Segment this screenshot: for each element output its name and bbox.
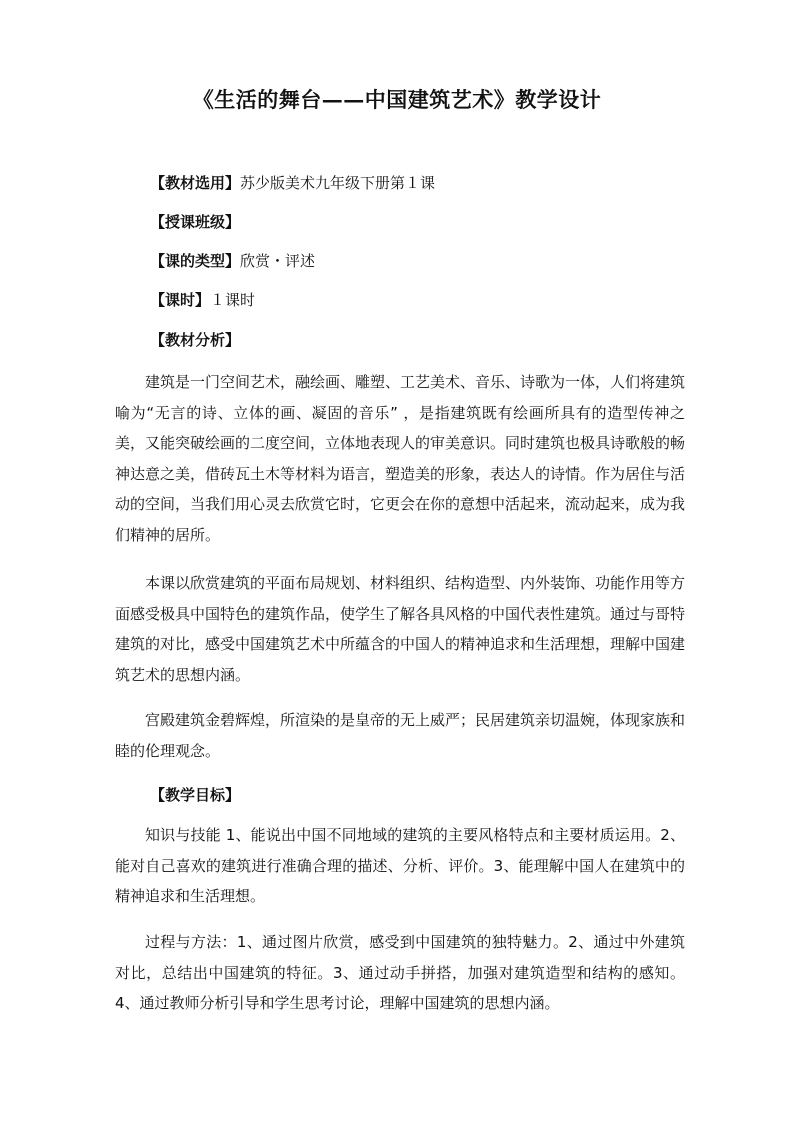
meta-lesson-type-value: 欣赏・评述	[240, 252, 316, 270]
section-heading-goals: 【教学目标】	[150, 786, 241, 804]
meta-textbook-label: 【教材选用】	[150, 174, 241, 192]
section-heading-analysis: 【教材分析】	[150, 331, 241, 349]
analysis-paragraph-3: 宫殿建筑金碧辉煌，所渲染的是皇帝的无上威严；民居建筑亲切温婉，体现家族和睦的伦理观念。	[115, 711, 686, 760]
meta-lesson-type-label: 【课的类型】	[150, 252, 241, 270]
meta-hours-label: 【课时】	[150, 291, 211, 309]
meta-lesson-type	[150, 251, 315, 271]
meta-class-label: 【授课班级】	[150, 213, 241, 231]
meta-hours-value: １课时	[210, 291, 256, 309]
analysis-paragraph-2: 本课以欣赏建筑的平面布局规划、材料组织、结构造型、内外装饰、功能作用等方面感受极具中国特色的建筑作品，使学生了解各具风格的中国代表性建筑。通过与哥特建筑的对比，感受中国建筑艺术中所蕴含的中国人的精神追求和生活理想，理解中国建筑艺术的思想内涵。	[115, 574, 686, 684]
document-title: 《生活的舞台——中国建筑艺术》教学设计	[192, 87, 602, 112]
meta-textbook	[150, 173, 435, 193]
goal-paragraph-2: 过程与方法：1、通过图片欣赏，感受到中国建筑的独特魅力。2、通过中外建筑对比，总结出中国建筑的特征。3、通过动手拼搭，加强对建筑造型和结构的感知。4、通过教师分析引导和学生思考讨论，理解中国建筑的思想内涵。	[115, 933, 685, 1012]
meta-hours	[150, 290, 255, 310]
analysis-paragraph-1: 建筑是一门空间艺术，融绘画、雕塑、工艺美术、音乐、诗歌为一体，人们将建筑喻为“无言的诗、立体的画、凝固的音乐” ，是指建筑既有绘画所具有的造型传神之美，又能突破绘画的二度空间，立体地表现人的审美意识。同时建筑也极具诗歌般的畅神达意之美，借砖瓦土木等材料为语言，塑造美的形象，表达人的诗情。作为居住与活动的空间，当我们用心灵去欣赏它时，它更会在你的意想中活起来，流动起来，成为我们精神的居所。	[115, 373, 686, 544]
goal-paragraph-1: 知识与技能 1、能说出中国不同地域的建筑的主要风格特点和主要材质运用。2、能对自己喜欢的建筑进行准确合理的描述、分析、评价。3、能理解中国人在建筑中的精神追求和生活理想。	[115, 826, 685, 905]
meta-class	[150, 212, 240, 232]
meta-textbook-value: 苏少版美术九年级下册第１课	[240, 174, 436, 192]
